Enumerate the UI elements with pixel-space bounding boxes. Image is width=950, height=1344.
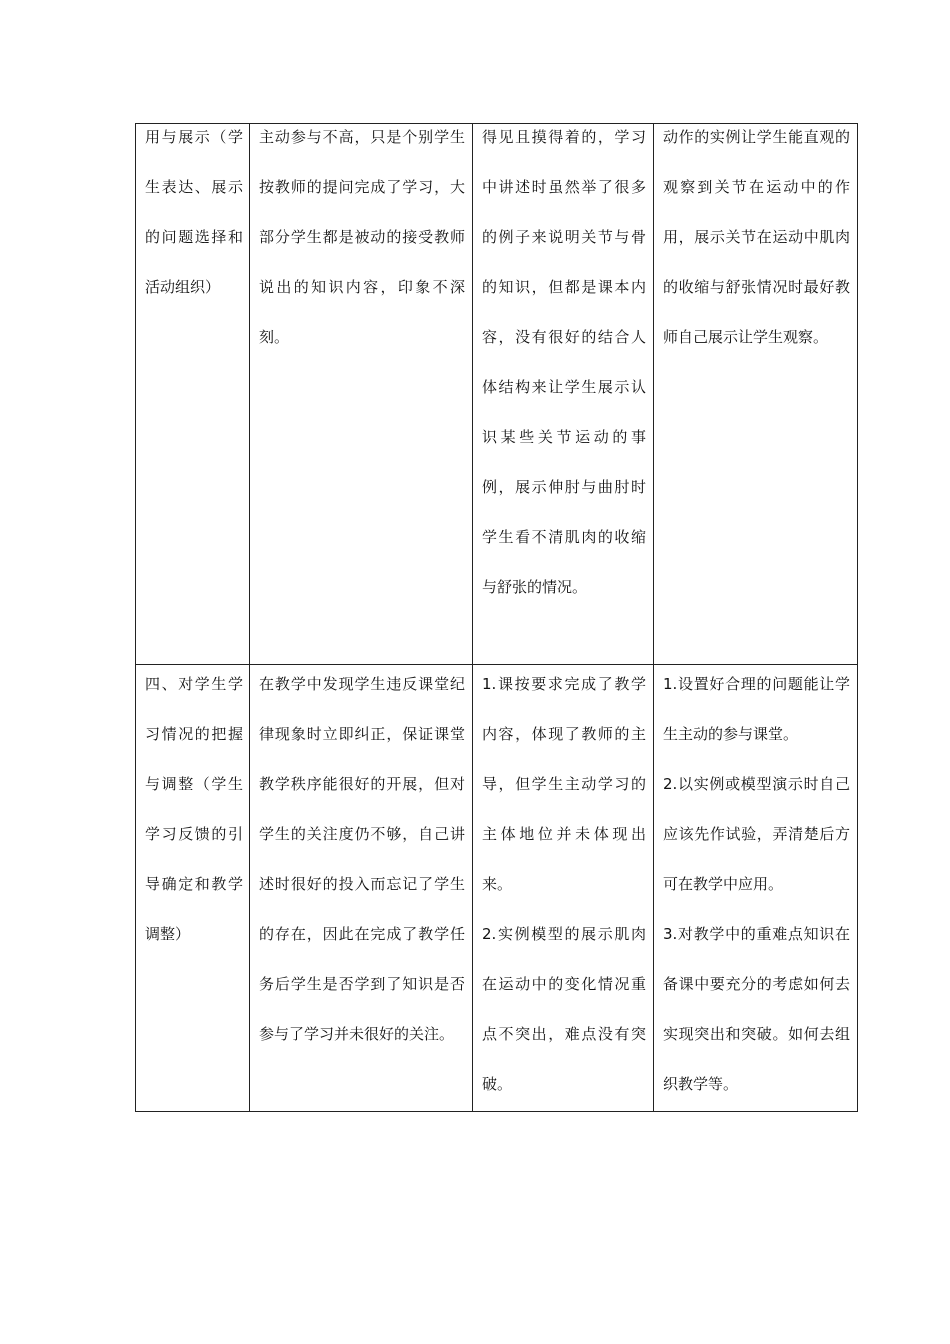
aspect-cell (136, 124, 250, 665)
improvement-point: 3.对教学中的重难点知识在备课中要充分的考虑如何去实现突出和突破。如何去组织教学等。 (663, 925, 850, 1093)
problems-cell (473, 124, 654, 665)
table-row (136, 124, 858, 665)
aspect-text: 四、对学生学习情况的把握与调整（学生学习反馈的引导确定和教学调整） (145, 675, 243, 943)
performance-cell (250, 665, 473, 1112)
table-row (136, 665, 858, 1112)
problem-point: 1.课按要求完成了教学内容，体现了教师的主导，但学生主动学习的主体地位并未体现出来。 (482, 675, 646, 893)
improvement-point: 2.以实例或模型演示时自己应该先作试验，弄清楚后方可在教学中应用。 (663, 775, 850, 893)
improvements-list (654, 659, 857, 1109)
reflection-table (135, 123, 858, 1112)
performance-text: 在教学中发现学生违反课堂纪律现象时立即纠正，保证课堂教学秩序能很好的开展，但对学生的关注度仍不够，自己讲述时很好的投入而忘记了学生的存在，因此在完成了教学任务后学生是否学到了知识是否参与了学习并未很好的关注。 (259, 675, 465, 1043)
performance-cell (250, 124, 473, 665)
improvements-cell (654, 124, 858, 665)
problems-text: 得见且摸得着的，学习中讲述时虽然举了很多的例子来说明关节与骨的知识，但都是课本内容，没有很好的结合人体结构来让学生展示认识某些关节运动的事例，展示伸肘与曲肘时学生看不清肌肉的收缩与舒张的情况。 (482, 128, 646, 596)
improvements-cell (654, 665, 858, 1112)
problem-point: 2.实例模型的展示肌肉在运动中的变化情况重点不突出，难点没有突破。 (482, 925, 646, 1093)
aspect-cell (136, 665, 250, 1112)
performance-text: 主动参与不高，只是个别学生按教师的提问完成了学习，大部分学生都是被动的接受教师说出的知识内容，印象不深刻。 (259, 128, 465, 346)
improvement-point: 1.设置好合理的问题能让学生主动的参与课堂。 (663, 675, 850, 743)
problems-list (473, 659, 653, 1109)
aspect-text: 用与展示（学生表达、展示的问题选择和活动组织） (145, 128, 243, 296)
improvements-text: 动作的实例让学生能直观的观察到关节在运动中的作用，展示关节在运动中肌肉的收缩与舒张情况时最好教师自己展示让学生观察。 (663, 128, 850, 346)
problems-cell (473, 665, 654, 1112)
